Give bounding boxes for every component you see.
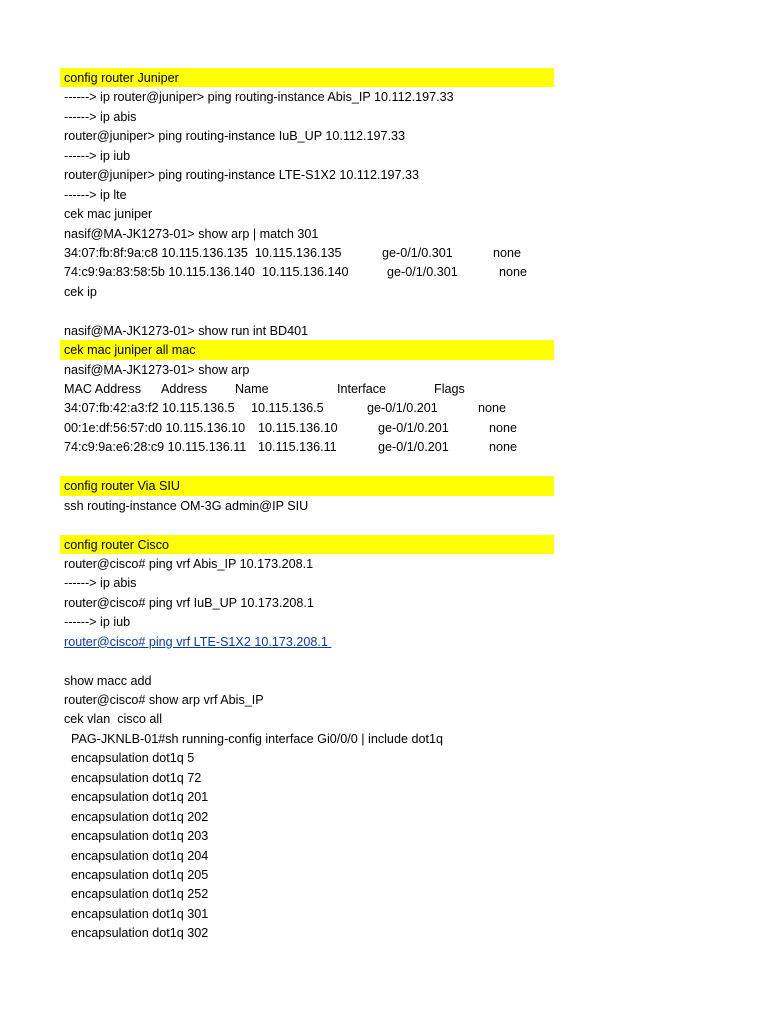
text-line: cek mac juniper <box>64 207 153 222</box>
cell-text: ge-0/1/0.201 <box>378 440 449 455</box>
cell-text: MAC Address <box>64 382 141 396</box>
text-line: encapsulation dot1q 5 <box>64 751 195 766</box>
text-line: show macc add <box>64 673 152 688</box>
text-line: encapsulation dot1q 201 <box>64 790 209 805</box>
cell-text: none <box>499 265 528 280</box>
text-line: encapsulation dot1q 203 <box>64 829 209 844</box>
section-header: config router Cisco <box>60 535 554 554</box>
text-line: encapsulation dot1q 302 <box>64 926 209 941</box>
text-line: ------> ip router@juniper> ping routing-instance Abis_IP 10.112.197.33 <box>64 90 454 105</box>
cell-text: none <box>493 245 522 260</box>
text-line: encapsulation dot1q 252 <box>64 887 209 902</box>
cell-text: Name <box>235 382 269 396</box>
cell-text: Flags <box>434 382 465 396</box>
cell-text: 00:1e:df:56:57:d0 10.115.136.10 <box>64 420 246 435</box>
text-line <box>60 418 560 437</box>
text-line: ------> ip lte <box>64 187 127 202</box>
text-line <box>60 515 560 534</box>
cell-text: 34:07:fb:42:a3:f2 10.115.136.5 <box>64 401 235 416</box>
cell-text: 74:c9:9a:83:58:5b 10.115.136.140 10.115.136.140 <box>64 265 349 280</box>
cell-text: ge-0/1/0.201 <box>367 401 438 416</box>
text-line: encapsulation dot1q 205 <box>64 867 209 882</box>
text-line: encapsulation dot1q 301 <box>64 906 209 921</box>
cell-text: 10.115.136.5 <box>251 401 324 416</box>
text-line: nasif@MA-JK1273-01> show run int BD401 <box>64 323 309 338</box>
cell-text: ge-0/1/0.301 <box>387 265 458 280</box>
text-line <box>60 398 560 417</box>
text-line: PAG-JKNLB-01#sh running-config interface Gi0/0/0 | include dot1q <box>64 731 443 746</box>
section-header: config router Juniper <box>60 68 554 87</box>
section-header: cek mac juniper all mac <box>60 340 554 359</box>
worksheet <box>60 68 560 943</box>
text-line: router@cisco# ping vrf Abis_IP 10.173.208.1 <box>64 556 314 571</box>
text-line <box>60 262 560 281</box>
cell-text: Address <box>161 382 208 396</box>
text-line: nasif@MA-JK1273-01> show arp | match 301 <box>64 226 319 241</box>
text-line: ------> ip iub <box>64 148 131 163</box>
text-line: ssh routing-instance OM-3G admin@IP SIU <box>64 498 309 513</box>
cell-text: none <box>489 440 518 455</box>
text-line: encapsulation dot1q 72 <box>64 770 202 785</box>
cell-text: 34:07:fb:8f:9a:c8 10.115.136.135 10.115.136.135 <box>64 245 342 260</box>
text-line: ------> ip abis <box>64 576 137 591</box>
cell-text: none <box>478 401 507 416</box>
text-line: ------> ip iub <box>64 615 131 630</box>
text-line: router@cisco# show arp vrf Abis_IP <box>64 693 264 707</box>
text-line <box>60 437 560 456</box>
cell-text: none <box>489 420 518 435</box>
text-line: router@cisco# ping vrf IuB_UP 10.173.208.1 <box>64 595 314 610</box>
text-line: nasif@MA-JK1273-01> show arp <box>64 362 250 377</box>
hyperlink-cell[interactable]: router@cisco# ping vrf LTE-S1X2 10.173.208.1 <box>64 634 332 649</box>
text-line <box>60 301 560 320</box>
text-line: encapsulation dot1q 202 <box>64 809 209 824</box>
cell-text: 74:c9:9a:e6:28:c9 10.115.136.11 <box>64 440 247 455</box>
text-line: cek ip <box>64 284 97 299</box>
text-line <box>60 379 560 398</box>
text-line: encapsulation dot1q 204 <box>64 848 209 863</box>
text-line <box>60 243 560 262</box>
cell-text: ge-0/1/0.201 <box>378 420 449 435</box>
cell-text: 10.115.136.10 <box>258 420 338 435</box>
text-line <box>60 651 560 670</box>
cell-text: Interface <box>337 382 387 396</box>
text-line <box>60 457 560 476</box>
cell-text: ge-0/1/0.301 <box>382 245 453 260</box>
text-line: cek vlan cisco all <box>64 712 162 727</box>
cell-text: 10.115.136.11 <box>258 440 337 455</box>
text-line: ------> ip abis <box>64 109 137 124</box>
text-line: router@juniper> ping routing-instance IuB_UP 10.112.197.33 <box>64 129 406 144</box>
text-line: router@juniper> ping routing-instance LTE-S1X2 10.112.197.33 <box>64 168 420 183</box>
section-header: config router Via SIU <box>60 476 554 495</box>
